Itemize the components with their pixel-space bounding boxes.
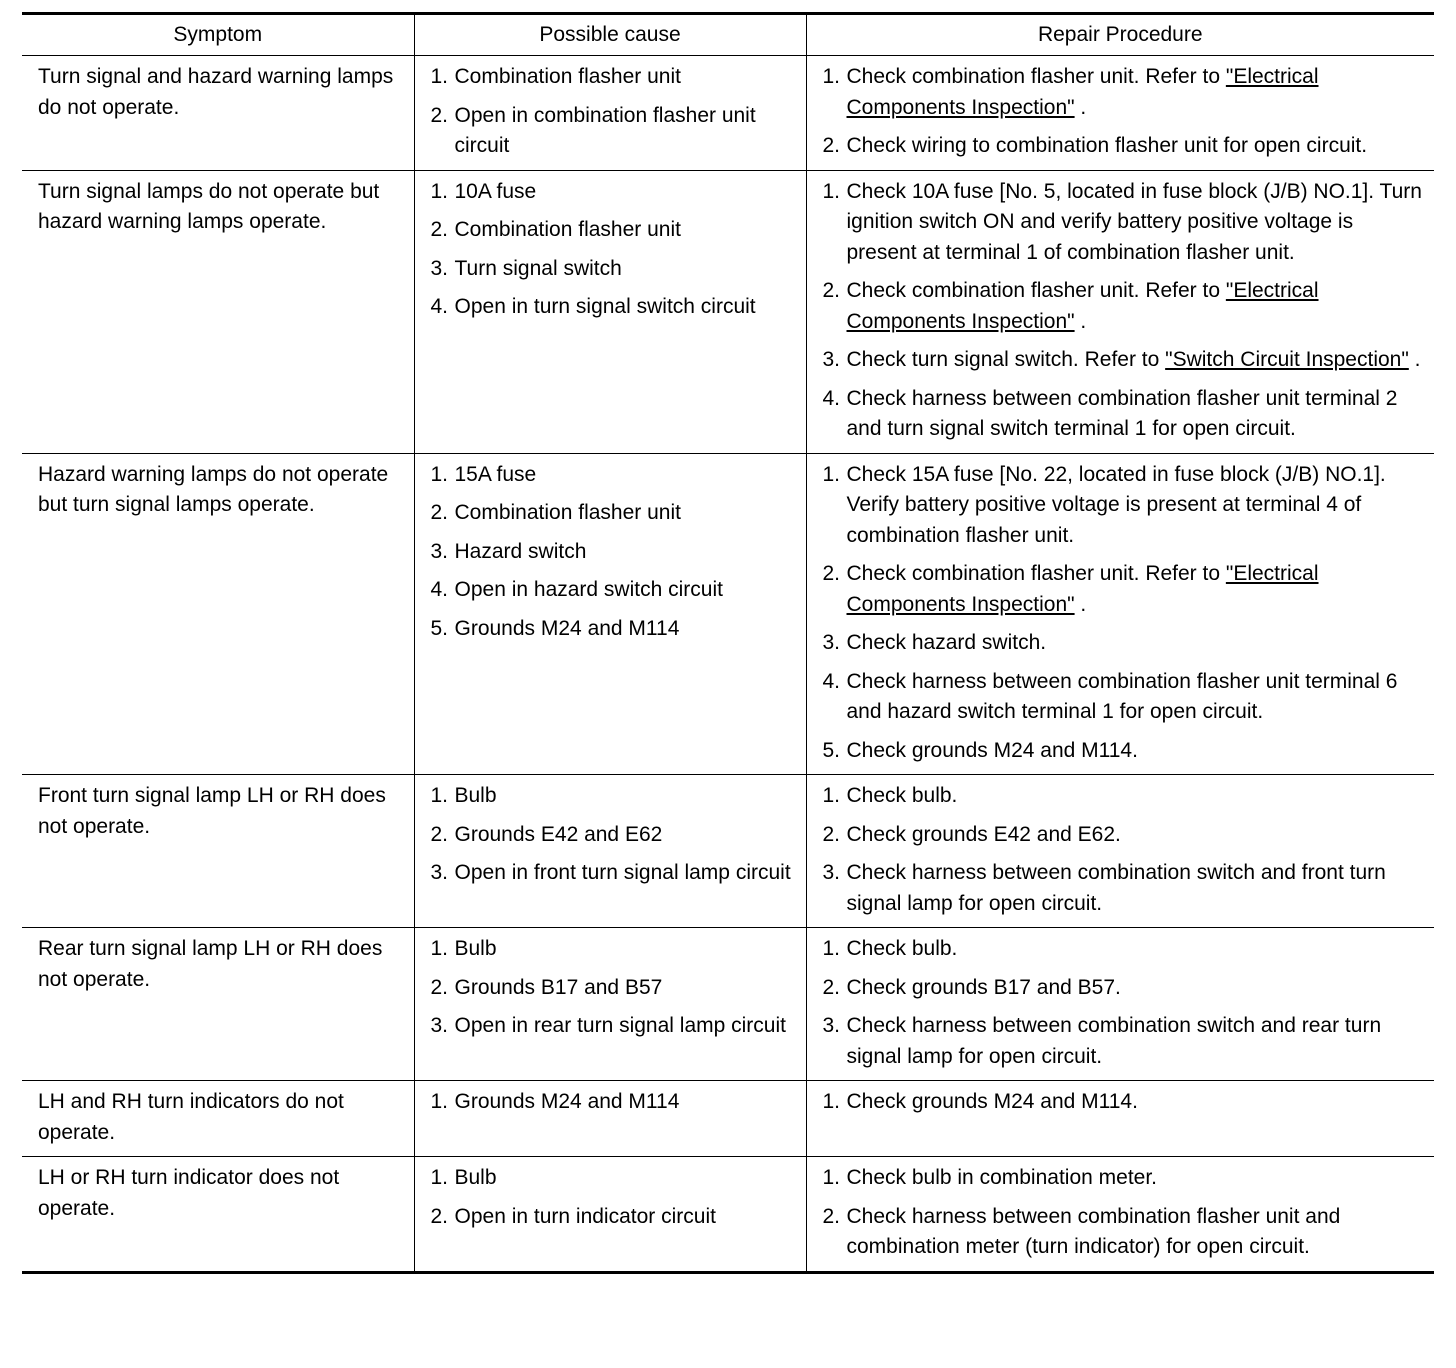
repair-step-body: Check wiring to combination flasher unit for open circuit. — [846, 134, 1368, 157]
possible-cause-cell — [414, 1081, 806, 1157]
repair-step-text — [847, 1202, 1429, 1263]
cause-text: Open in front turn signal lamp circuit — [454, 861, 791, 884]
cause-text: Combination flasher unit — [454, 65, 681, 88]
possible-cause-cell — [414, 928, 806, 1081]
repair-step-suffix: . — [1074, 309, 1087, 333]
repair-step — [823, 559, 1429, 620]
cause-number: 1. — [430, 1166, 449, 1189]
cause-text: Bulb — [454, 1166, 497, 1189]
repair-step — [823, 973, 1429, 1004]
repair-step-text — [847, 1163, 1429, 1194]
repair-step-suffix: . — [1074, 592, 1087, 616]
repair-step — [823, 667, 1429, 728]
repair-step-number: 1. — [822, 65, 841, 88]
repair-step — [823, 820, 1429, 851]
possible-cause-cell — [414, 453, 806, 775]
symptom-cell: Turn signal and hazard warning lamps do not operate. — [22, 56, 414, 171]
cause-item — [431, 1011, 800, 1042]
symptom-cell: Rear turn signal lamp LH or RH does not operate. — [22, 928, 414, 1081]
repair-procedure-cell — [806, 170, 1434, 453]
repair-step-body: Check harness between combination flasher unit terminal 2 and turn signal switch terminal 1 for open circuit. — [846, 386, 1398, 440]
repair-step-body: Check turn signal switch. Refer to — [846, 348, 1166, 371]
repair-step — [823, 276, 1429, 337]
repair-step-text — [847, 1011, 1429, 1072]
cause-text: 10A fuse — [454, 179, 537, 203]
cause-number: 1. — [430, 65, 449, 88]
cause-item — [431, 781, 800, 812]
cause-text: Hazard switch — [454, 539, 587, 563]
cause-number: 2. — [430, 1204, 449, 1228]
cause-text: Bulb — [454, 937, 497, 960]
cause-item — [431, 460, 800, 491]
repair-step-suffix: . — [1074, 95, 1087, 119]
repair-step-number: 1. — [822, 179, 841, 203]
repair-procedure-cell — [806, 453, 1434, 775]
repair-step-body: Check 15A fuse [No. 22, located in fuse block (J/B) NO.1]. Verify battery positive voltage is present at terminal 4 of combination flasher unit. — [846, 462, 1386, 547]
repair-procedure-cell — [806, 56, 1434, 171]
repair-step-text — [847, 934, 1429, 965]
repair-step — [823, 177, 1429, 269]
repair-step-suffix: . — [1408, 348, 1421, 371]
reference-link[interactable]: "Electrical Components Inspection" — [846, 65, 1319, 119]
repair-step-text — [847, 820, 1429, 851]
reference-link[interactable]: "Electrical Components Inspection" — [846, 279, 1319, 333]
repair-step-text — [847, 858, 1429, 919]
cause-item — [431, 292, 800, 323]
cause-item — [431, 820, 800, 851]
table-row — [22, 928, 1434, 1081]
cause-number: 3. — [430, 539, 449, 563]
cause-number: 2. — [430, 103, 449, 127]
cause-text: Turn signal switch — [454, 256, 622, 280]
cause-number: 3. — [430, 1014, 449, 1037]
cause-number: 2. — [430, 975, 449, 999]
repair-step-number: 1. — [822, 462, 841, 486]
table-row — [22, 56, 1434, 171]
possible-cause-cell — [414, 56, 806, 171]
repair-step-text — [847, 62, 1429, 123]
possible-cause-cell — [414, 170, 806, 453]
repair-step-number: 4. — [822, 669, 841, 693]
repair-step — [823, 62, 1429, 123]
repair-step-number: 2. — [822, 822, 841, 846]
repair-step-text — [847, 973, 1429, 1004]
table-row — [22, 1081, 1434, 1157]
header-repair-procedure: Repair Procedure — [806, 14, 1434, 56]
repair-step-text — [847, 345, 1429, 376]
table-row — [22, 453, 1434, 775]
repair-step-text — [847, 460, 1429, 552]
repair-step-number: 1. — [822, 784, 841, 807]
symptom-cell: Hazard warning lamps do not operate but turn signal lamps operate. — [22, 453, 414, 775]
cause-item — [431, 858, 800, 889]
repair-step-number: 5. — [822, 738, 841, 762]
repair-step-text — [847, 628, 1429, 659]
cause-text: Open in rear turn signal lamp circuit — [454, 1014, 786, 1037]
repair-step-text — [847, 781, 1429, 812]
repair-step-number: 2. — [822, 134, 841, 157]
cause-number: 1. — [430, 784, 449, 807]
cause-text: 15A fuse — [454, 462, 537, 486]
cause-number: 1. — [430, 462, 449, 486]
cause-number: 4. — [430, 578, 449, 601]
cause-number: 3. — [430, 861, 449, 884]
cause-text: Open in combination flasher unit circuit — [454, 103, 756, 157]
cause-text: Grounds E42 and E62 — [454, 822, 663, 846]
repair-step-body: Check bulb in combination meter. — [846, 1166, 1157, 1189]
repair-step-text — [847, 276, 1429, 337]
repair-procedure-cell — [806, 775, 1434, 928]
repair-step — [823, 628, 1429, 659]
possible-cause-cell — [414, 1157, 806, 1273]
repair-step-number: 2. — [822, 1204, 841, 1228]
cause-text: Combination flasher unit — [454, 218, 681, 241]
cause-number: 4. — [430, 295, 449, 318]
repair-procedure-cell — [806, 928, 1434, 1081]
cause-item — [431, 575, 800, 606]
cause-item — [431, 177, 800, 208]
repair-procedure-cell — [806, 1157, 1434, 1273]
repair-step-text — [847, 559, 1429, 620]
repair-step — [823, 384, 1429, 445]
repair-step-number: 1. — [822, 1090, 841, 1113]
troubleshooting-table-container — [22, 12, 1434, 1274]
symptom-cell: Turn signal lamps do not operate but hazard warning lamps operate. — [22, 170, 414, 453]
repair-step-body: Check bulb. — [846, 784, 958, 807]
repair-step-number: 2. — [822, 279, 841, 302]
repair-step — [823, 934, 1429, 965]
troubleshooting-table — [22, 12, 1434, 1274]
reference-link[interactable]: "Switch Circuit Inspection" — [1165, 348, 1409, 371]
cause-number: 1. — [430, 179, 449, 203]
table-body — [22, 56, 1434, 1273]
cause-item — [431, 101, 800, 162]
cause-text: Grounds B17 and B57 — [454, 975, 663, 999]
cause-number: 1. — [430, 1090, 449, 1113]
table-header-row — [22, 14, 1434, 56]
repair-step-body: Check grounds M24 and M114. — [846, 1090, 1138, 1113]
header-possible-cause: Possible cause — [414, 14, 806, 56]
repair-step-number: 2. — [822, 562, 841, 585]
repair-step — [823, 460, 1429, 552]
symptom-cell: Front turn signal lamp LH or RH does not operate. — [22, 775, 414, 928]
cause-number: 2. — [430, 218, 449, 241]
cause-text: Open in turn indicator circuit — [454, 1204, 716, 1228]
cause-text: Bulb — [454, 784, 497, 807]
repair-step — [823, 1202, 1429, 1263]
table-row — [22, 1157, 1434, 1273]
repair-step-body: Check grounds M24 and M114. — [846, 738, 1138, 762]
repair-step — [823, 1163, 1429, 1194]
repair-step-body: Check harness between combination flasher unit and combination meter (turn indicator) for open circuit. — [846, 1204, 1341, 1258]
repair-step-text — [847, 384, 1429, 445]
repair-step — [823, 131, 1429, 162]
repair-step-body: Check combination flasher unit. Refer to — [846, 562, 1226, 585]
repair-step-number: 3. — [822, 631, 841, 654]
repair-step-text — [847, 177, 1429, 269]
symptom-cell: LH or RH turn indicator does not operate. — [22, 1157, 414, 1273]
repair-step-body: Check 10A fuse [No. 5, located in fuse block (J/B) NO.1]. Turn ignition switch ON and verify battery positive voltage is present at terminal 1 of combination flasher unit. — [846, 179, 1422, 264]
cause-item — [431, 254, 800, 285]
repair-step-text — [847, 1087, 1429, 1118]
cause-item — [431, 537, 800, 568]
cause-item — [431, 62, 800, 93]
repair-step-body: Check harness between combination switch and rear turn signal lamp for open circuit. — [846, 1014, 1382, 1068]
symptom-cell: LH and RH turn indicators do not operate. — [22, 1081, 414, 1157]
repair-step-body: Check hazard switch. — [846, 631, 1047, 654]
cause-text: Open in hazard switch circuit — [454, 578, 723, 601]
repair-step-body: Check bulb. — [846, 937, 958, 960]
reference-link[interactable]: "Electrical Components Inspection" — [846, 562, 1319, 616]
cause-number: 3. — [430, 256, 449, 280]
cause-item — [431, 1163, 800, 1194]
repair-step-number: 1. — [822, 1166, 841, 1189]
cause-item — [431, 973, 800, 1004]
cause-text: Grounds M24 and M114 — [454, 1090, 680, 1113]
cause-number: 1. — [430, 937, 449, 960]
cause-item — [431, 934, 800, 965]
repair-step-body: Check harness between combination switch and front turn signal lamp for open circuit. — [846, 861, 1386, 915]
possible-cause-cell — [414, 775, 806, 928]
repair-step — [823, 345, 1429, 376]
repair-step-body: Check combination flasher unit. Refer to — [846, 279, 1226, 302]
table-row — [22, 170, 1434, 453]
cause-text: Grounds M24 and M114 — [454, 616, 680, 640]
cause-item — [431, 498, 800, 529]
repair-step — [823, 736, 1429, 767]
repair-step-number: 3. — [822, 861, 841, 884]
header-symptom: Symptom — [22, 14, 414, 56]
repair-step — [823, 781, 1429, 812]
cause-text: Open in turn signal switch circuit — [454, 295, 756, 318]
cause-number: 2. — [430, 822, 449, 846]
cause-item — [431, 1087, 800, 1118]
repair-step — [823, 1011, 1429, 1072]
repair-procedure-cell — [806, 1081, 1434, 1157]
repair-step-number: 2. — [822, 975, 841, 999]
cause-text: Combination flasher unit — [454, 501, 681, 524]
repair-step-number: 3. — [822, 348, 841, 371]
repair-step-body: Check grounds B17 and B57. — [846, 975, 1121, 999]
cause-item — [431, 215, 800, 246]
repair-step — [823, 1087, 1429, 1118]
cause-item — [431, 1202, 800, 1233]
repair-step-number: 1. — [822, 937, 841, 960]
repair-step-text — [847, 736, 1429, 767]
repair-step — [823, 858, 1429, 919]
repair-step-text — [847, 131, 1429, 162]
repair-step-number: 4. — [822, 386, 841, 410]
table-row — [22, 775, 1434, 928]
repair-step-body: Check combination flasher unit. Refer to — [846, 65, 1226, 88]
cause-number: 2. — [430, 501, 449, 524]
cause-item — [431, 614, 800, 645]
repair-step-body: Check harness between combination flasher unit terminal 6 and hazard switch terminal 1 for open circuit. — [846, 669, 1398, 723]
repair-step-text — [847, 667, 1429, 728]
repair-step-number: 3. — [822, 1014, 841, 1037]
cause-number: 5. — [430, 616, 449, 640]
repair-step-body: Check grounds E42 and E62. — [846, 822, 1121, 846]
